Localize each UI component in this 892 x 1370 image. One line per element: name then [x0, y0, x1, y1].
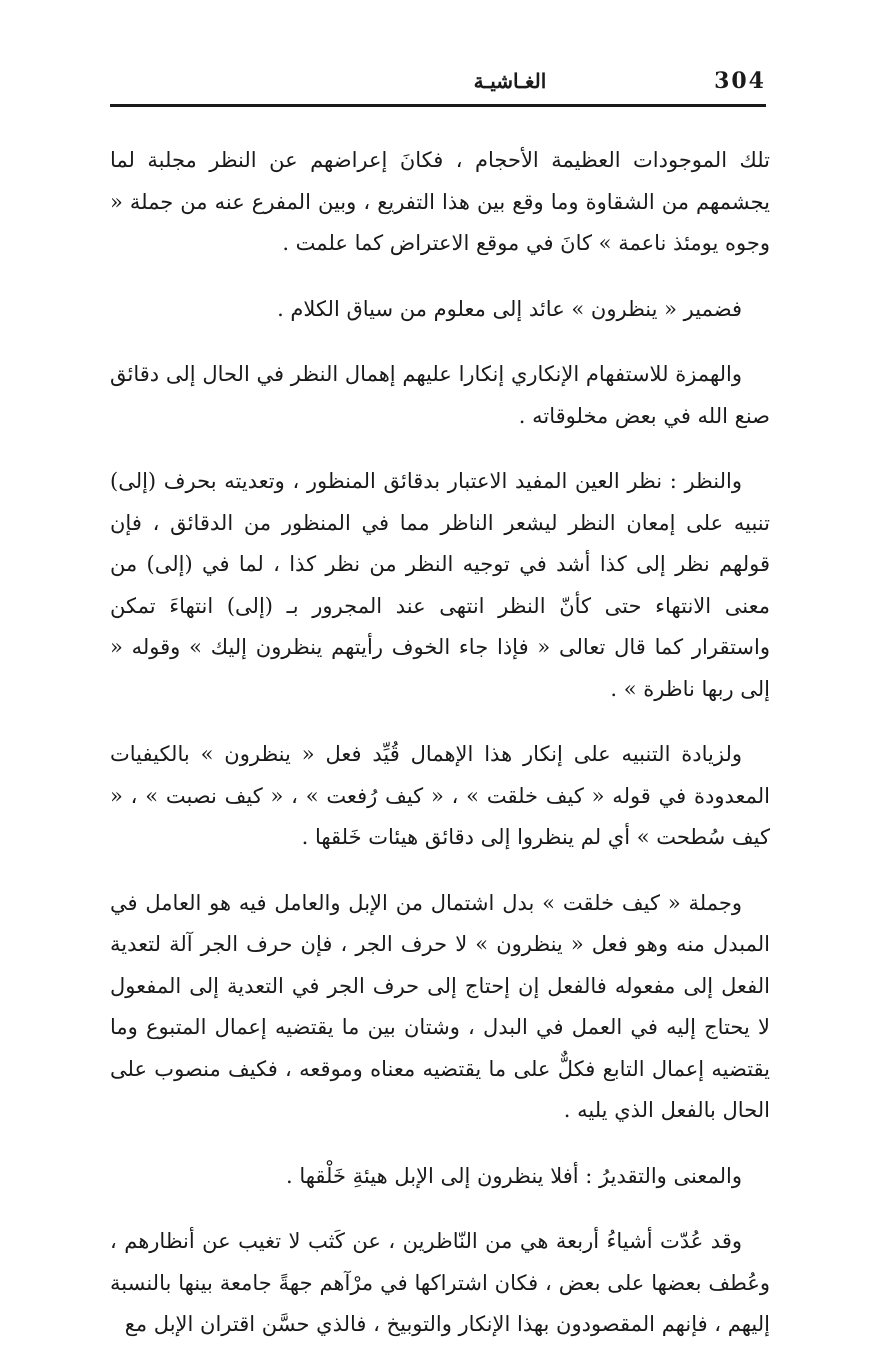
page-header	[110, 64, 766, 98]
paragraph: وقد عُدّت أشياءُ أربعة هي من النّاظرين ، عن كَثب لا تغيب عن أنظارهم ، وعُطف بعضها على بعض ، فكان اشتراكها في مرْآهم جهةً جامعة بينها بالنسبة إليهم ، فإنهم المقصودون بهذا الإنكار والتوبيخ ، فالذي حسَّن اقتران الإبل مع	[110, 1229, 770, 1336]
paragraph: تلك الموجودات العظيمة الأحجام ، فكانَ إعراضهم عن النظر مجلبة لما يجشمهم من الشقاوة وما وقع بين هذا التفريع ، وبين المفرع عنه من جملة « وجوه يومئذ ناعمة » كانَ في موقع الاعتراض كما علمت .	[110, 148, 770, 255]
paragraph: وجملة « كيف خلقت » بدل اشتمال من الإبل والعامل فيه هو العامل في المبدل منه وهو فعل « ينظرون » لا حرف الجر ، فإن حرف الجر آلة لتعدية الفعل إلى مفعوله فالفعل إن إحتاج إلى حرف الجر في التعدية إلى المفعول لا يحتاج إليه في العمل في البدل ، وشتان بين ما يقتضيه إعمال المتبوع وما يقتضيه إعمال التابع فكلٌّ على ما يقتضيه معناه وموقعه ، فكيف منصوب على الحال بالفعل الذي يليه .	[110, 890, 770, 1122]
header-rule	[110, 104, 766, 107]
running-title: الغـاشيـة	[473, 69, 547, 93]
paragraph: ولزيادة التنبيه على إنكار هذا الإهمال قُيِّد فعل « ينظرون » بالكيفيات المعدودة في قوله « كيف خلقت » ، « كيف رُفعت » ، « كيف نصبت » ، « كيف سُطحت » أي لم ينظروا إلى دقائق هيئات خَلقها .	[110, 742, 770, 849]
paragraph: فضمير « ينظرون » عائد إلى معلوم من سياق الكلام .	[277, 296, 742, 321]
body-text	[110, 140, 770, 1370]
paragraph: والنظر : نظر العين المفيد الاعتبار بدقائق المنظور ، وتعديته بحرف (إلى) تنبيه على إمعان النظر ليشعر الناظر مما في المنظور من الدقائق ، فإن قولهم نظر إلى كذا أشد في توجيه النظر من نظر كذا ، لما في (إلى) من معنى الانتهاء حتى كأنّ النظر انتهى عند المجرور بـ (إلى) انتهاءَ تمكن واستقرار كما قال تعالى « فإذا جاء الخوف رأيتهم ينظرون إليك » وقوله « إلى ربها ناظرة » .	[110, 469, 770, 701]
page-number: 304	[714, 68, 766, 94]
paragraph: والمعنى والتقديرُ : أفلا ينظرون إلى الإبل هيئةِ خَلْقها .	[285, 1163, 742, 1188]
paragraph: والهمزة للاستفهام الإنكاري إنكارا عليهم إهمال النظر في الحال إلى دقائق صنع الله في بعض مخلوقاته .	[110, 362, 770, 428]
